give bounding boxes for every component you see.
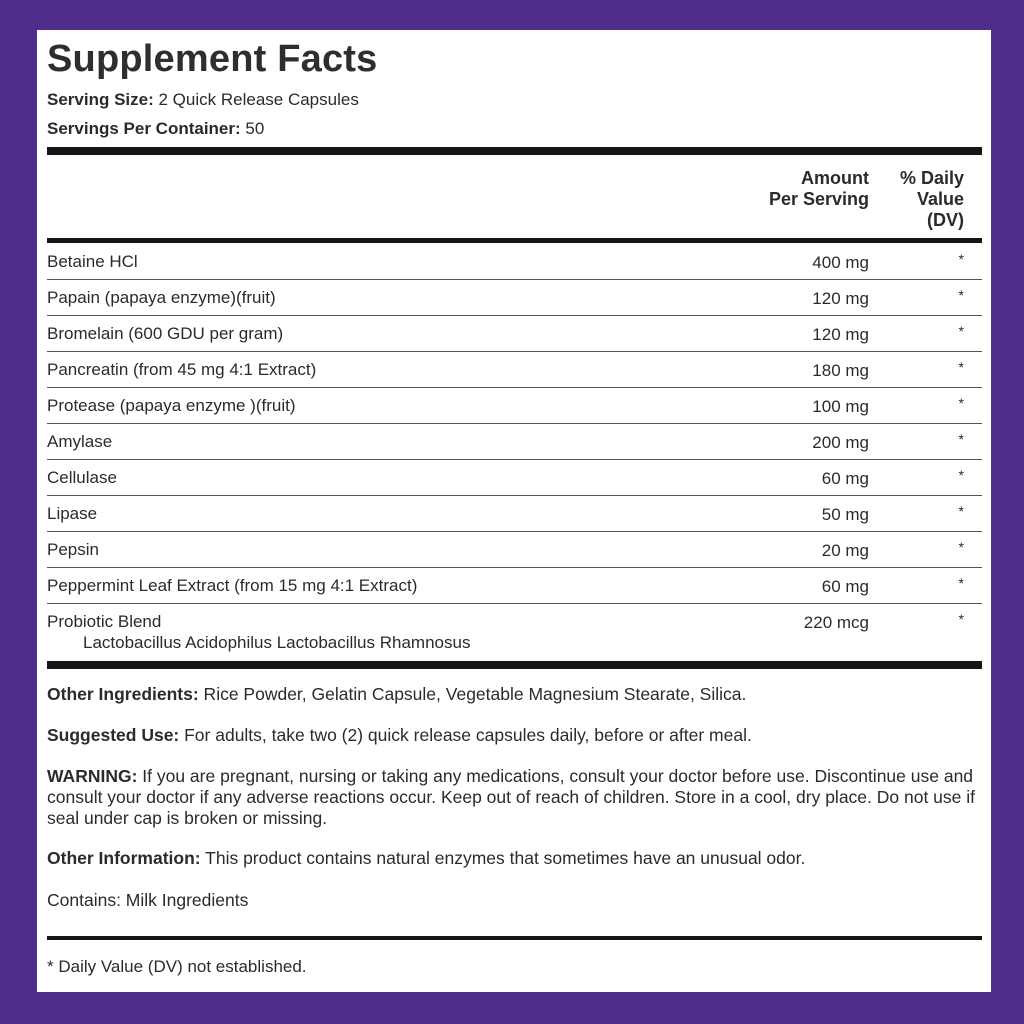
amount-per-serving-header [729, 168, 869, 210]
warning [47, 766, 982, 829]
ingredient-name: Peppermint Leaf Extract (from 15 mg 4:1 Extract) [47, 576, 418, 595]
ingredient-name: Cellulase [47, 468, 117, 487]
warning-label: WARNING: [47, 766, 138, 786]
amount-header-line2: Per Serving [768, 189, 869, 209]
dv-header-line3: (DV) [927, 210, 964, 230]
table-row [47, 244, 982, 280]
table-row [47, 280, 982, 316]
dv-header-line2: Value [916, 189, 964, 209]
other-information-label: Other Information: [47, 848, 201, 868]
table-row [47, 460, 982, 496]
table-row [47, 532, 982, 568]
ingredient-dv: * [958, 323, 964, 339]
ingredient-dv: * [958, 287, 964, 303]
ingredient-dv: * [958, 575, 964, 591]
table-row [47, 316, 982, 352]
dv-header-line1: % Daily [899, 168, 964, 188]
ingredient-amount: 220 mcg [803, 613, 869, 632]
ingredient-name: Bromelain (600 GDU per gram) [47, 324, 284, 343]
page-title: Supplement Facts [47, 38, 378, 80]
ingredient-name: Pepsin [47, 540, 99, 559]
table-row [47, 388, 982, 424]
contains-allergens: Contains: Milk Ingredients [47, 890, 249, 910]
ingredient-dv: * [958, 431, 964, 447]
table-row [47, 424, 982, 460]
footnote: * Daily Value (DV) not established. [47, 957, 307, 976]
ingredient-name: Pancreatin (from 45 mg 4:1 Extract) [47, 360, 317, 379]
table-bottom-rule [47, 661, 982, 669]
ingredient-dv: * [958, 539, 964, 555]
other-ingredients-label: Other Ingredients: [47, 684, 199, 704]
ingredient-amount: 100 mg [812, 397, 869, 416]
suggested-use-text: For adults, take two (2) quick release capsules daily, before or after meal. [179, 725, 752, 745]
ingredient-name: Papain (papaya enzyme)(fruit) [47, 288, 276, 307]
table-row [47, 352, 982, 388]
serving-size-value: 2 Quick Release Capsules [158, 90, 359, 109]
ingredient-name: Probiotic Blend [47, 612, 162, 631]
ingredient-amount: 180 mg [812, 361, 869, 380]
ingredient-dv: * [958, 467, 964, 483]
ingredient-dv: * [958, 251, 964, 267]
other-information [47, 848, 982, 869]
ingredients-table [47, 244, 982, 660]
footnote-rule [47, 936, 982, 940]
other-information-text: This product contains natural enzymes that sometimes have an unusual odor. [200, 848, 806, 868]
ingredient-amount: 120 mg [812, 289, 869, 308]
table-row [47, 496, 982, 532]
supplement-facts-panel [37, 30, 991, 992]
ingredient-dv: * [958, 503, 964, 519]
header-rule [47, 238, 982, 243]
ingredient-dv: * [958, 359, 964, 375]
ingredient-name: Betaine HCl [47, 252, 138, 271]
servings-per-container-label: Servings Per Container: [47, 119, 241, 138]
other-ingredients [47, 684, 982, 705]
servings-per-container [47, 119, 264, 139]
ingredient-amount: 60 mg [821, 577, 869, 596]
ingredient-name: Protease (papaya enzyme )(fruit) [47, 396, 296, 415]
ingredient-name: Amylase [47, 432, 113, 451]
ingredient-name: Lipase [47, 504, 98, 523]
daily-value-header [864, 168, 964, 231]
ingredient-amount: 200 mg [812, 433, 869, 452]
table-row [47, 568, 982, 604]
suggested-use [47, 725, 982, 746]
ingredient-amount: 60 mg [821, 469, 869, 488]
serving-size [47, 90, 359, 110]
top-thick-rule [47, 147, 982, 155]
ingredient-sub-name: Lactobacillus Acidophilus Lactobacillus Rhamnosus [83, 633, 471, 652]
ingredient-amount: 50 mg [821, 505, 869, 524]
suggested-use-label: Suggested Use: [47, 725, 180, 745]
table-row [47, 604, 982, 660]
servings-per-container-value: 50 [245, 119, 265, 138]
warning-text: If you are pregnant, nursing or taking any medications, consult your doctor before use. Discontinue use and consult your doctor if any adverse reactions occur. Keep out of reach of children. Store in a cool, dry place. Do not use if seal under cap is broken or missing. [47, 766, 976, 828]
amount-header-line1: Amount [801, 168, 869, 188]
panel-inner [47, 30, 982, 992]
ingredient-amount: 120 mg [812, 325, 869, 344]
ingredient-dv: * [958, 611, 964, 627]
ingredient-amount: 400 mg [812, 253, 869, 272]
ingredient-dv: * [958, 395, 964, 411]
other-ingredients-text: Rice Powder, Gelatin Capsule, Vegetable Magnesium Stearate, Silica. [198, 684, 747, 704]
ingredient-amount: 20 mg [821, 541, 869, 560]
serving-size-label: Serving Size: [47, 90, 154, 109]
